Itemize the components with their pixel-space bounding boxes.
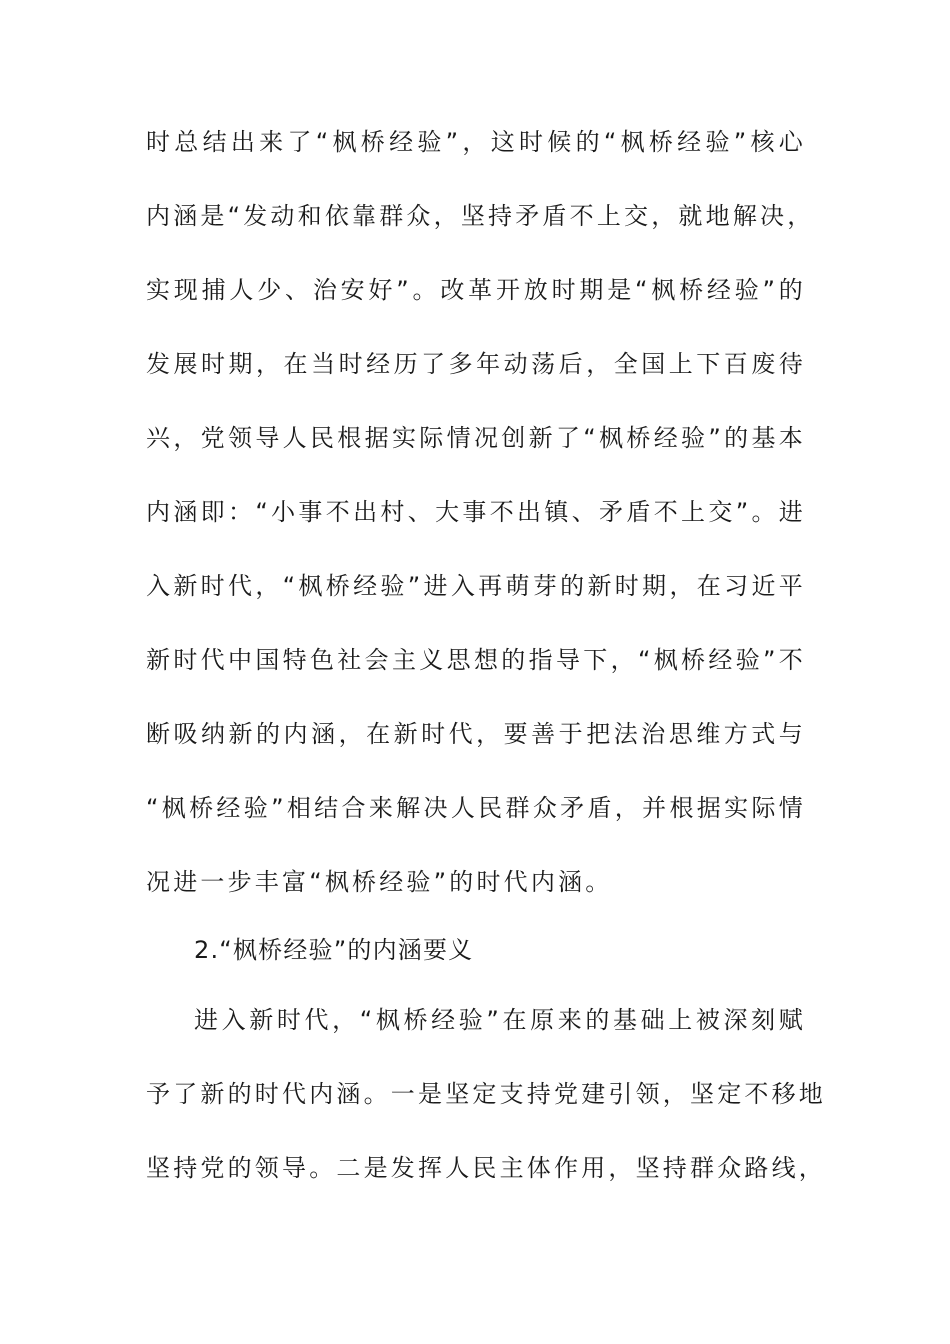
text-line: 兴，党领导人民根据实际情况创新了“枫桥经验”的基本	[146, 424, 806, 452]
text-line: 内涵即：“小事不出村、大事不出镇、矛盾不上交”。进	[146, 498, 806, 526]
text-line: 时总结出来了“枫桥经验”，这时候的“枫桥经验”核心	[146, 128, 806, 156]
text-line: 新时代中国特色社会主义思想的指导下，“枫桥经验”不	[146, 646, 806, 674]
text-line: 进入新时代，“枫桥经验”在原来的基础上被深刻赋	[194, 1006, 806, 1034]
text-line: “枫桥经验”相结合来解决人民群众矛盾，并根据实际情	[146, 794, 806, 822]
text-line: 坚持党的领导。二是发挥人民主体作用，坚持群众路线，	[146, 1154, 826, 1182]
text-line: 予了新的时代内涵。一是坚定支持党建引领，坚定不移地	[146, 1080, 826, 1108]
text-line: 内涵是“发动和依靠群众，坚持矛盾不上交，就地解决，	[146, 202, 815, 230]
text-line: 断吸纳新的内涵，在新时代，要善于把法治思维方式与	[146, 720, 806, 748]
text-line: 况进一步丰富“枫桥经验”的时代内涵。	[146, 868, 613, 896]
text-line: 入新时代，“枫桥经验”进入再萌芽的新时期，在习近平	[146, 572, 806, 600]
text-line: 发展时期，在当时经历了多年动荡后，全国上下百废待	[146, 350, 806, 378]
text-line: 实现捕人少、治安好”。改革开放时期是“枫桥经验”的	[146, 276, 806, 304]
section-heading: 2.“枫桥经验”的内涵要义	[194, 936, 474, 964]
